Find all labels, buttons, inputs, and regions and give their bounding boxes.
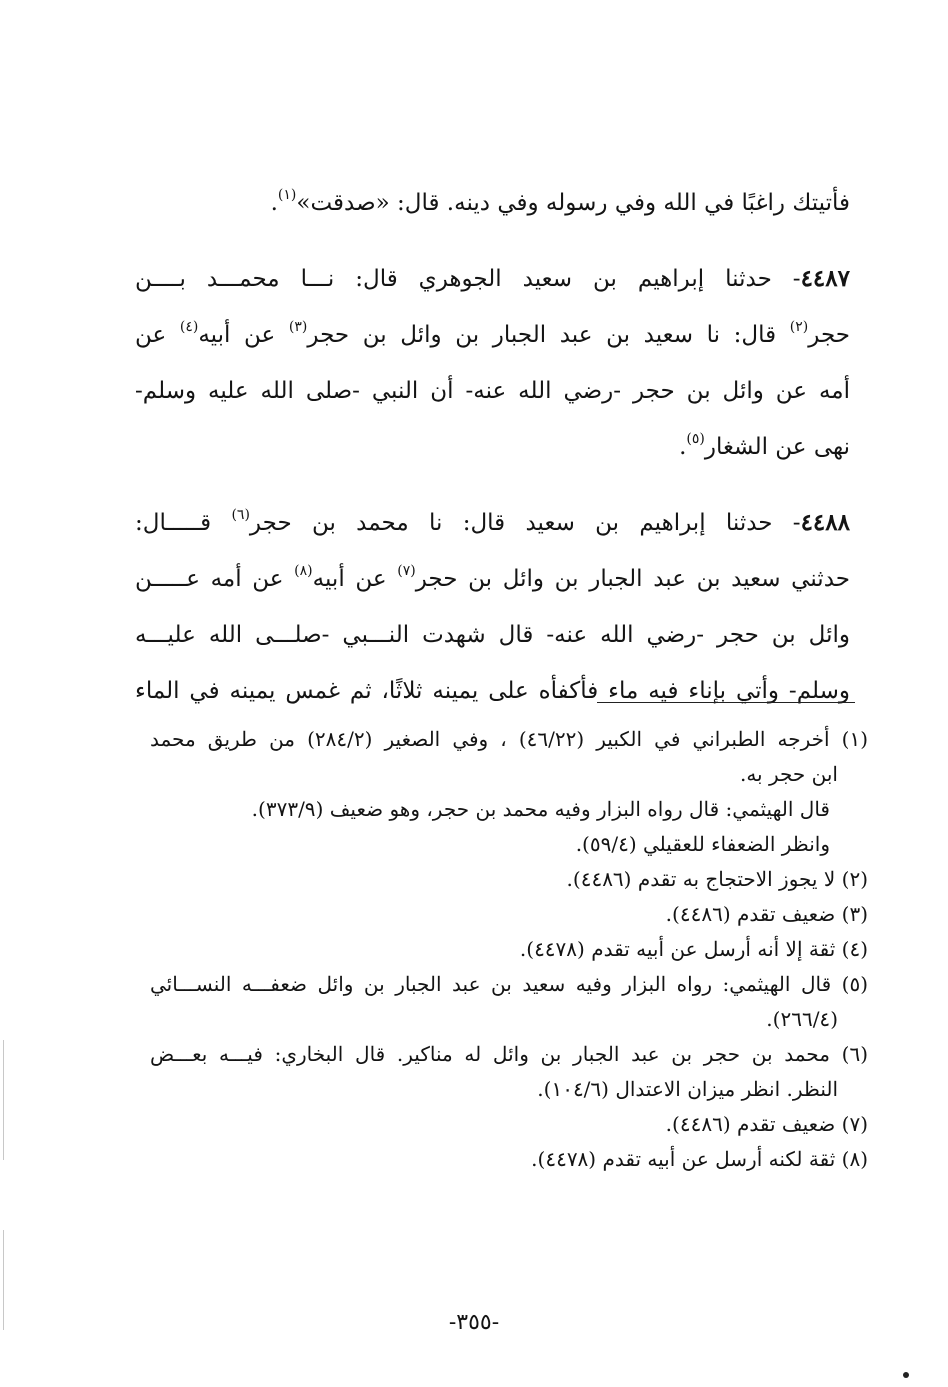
footnote-ref: (٦) [231, 507, 250, 524]
footnote-2: (٢) لا يجوز الاحتجاج به تقدم (٤٤٨٦). [566, 867, 868, 891]
footnote-7: (٧) ضعيف تقدم (٤٤٨٦). [665, 1112, 868, 1136]
paragraph-continuation: فأتيتك راغبًا في الله وفي رسوله وفي دينه. قال: «صدقت»$^{(١)}$. [270, 187, 850, 216]
scan-speck [903, 1372, 909, 1378]
scan-edge-mark [3, 1040, 4, 1160]
footnote-1: (١) أخرجه الطبراني في الكبير (٤٦/٢٢) ، وفي الصغير (٢٨٤/٢) من طريق محمد ابن حجر به. قال الهيثمي: قال رواه البزار وفيه محمد بن حجر، وهو ضعيف (٣٧٣/٩). وانظر الضعفاء للعقيلي (٥٩/٤). [150, 727, 868, 856]
text-line: وائل بن حجر -رضي الله عنه- قال شهدت النـــبي -صلـــى الله عليـــه [135, 622, 850, 648]
footnote-6: (٦) محمد بن حجر بن عبد الجبار بن وائل له مناكير. قال البخاري: فيـــه بعـــض النظر. انظر ميزان الاعتدال (١٠٤/٦). [150, 1042, 868, 1101]
footnote-separator [597, 702, 855, 703]
footnote-ref: (٧) [397, 563, 416, 580]
footnote-ref: (٣) [288, 319, 308, 336]
footnote-5: (٥) قال الهيثمي: رواه البزار وفيه سعيد بن عبد الجبار بن وائل ضعفـــه النســـائي (٢٦٦/٤). [150, 972, 868, 1031]
footnote-8: (٨) ثقة لكنه أرسل عن أبيه تقدم (٤٤٧٨). [531, 1147, 868, 1171]
footnote-ref: (٥) [686, 431, 705, 448]
hadith-4487: ٤٤٨٧- حدثنا إبراهيم بن سعيد الجوهري قال: نـــا محمـــد بــــن حجر$^{(٢)}$ قال: نا سعيد بن عبد الجبار بن وائل بن حجر$^{(٣)}$ عن أبيه$^{(٤)}$ عن أمه عن وائل بن حجر -رضي الله عنه- أن النبي -صلى الله عليه وسلم- نهى عن الشغار$^{(٥)}$. [135, 265, 851, 460]
text-line: وسلم- وأتي بإناء فيه ماء فأكفأه على يمينه ثلاثًا، ثم غمس يمينه في الماء [135, 678, 850, 704]
hadith-number: ٤٤٨٧ [800, 265, 850, 292]
footnote-ref: (٨) [294, 563, 313, 580]
scan-edge-mark [3, 1230, 4, 1330]
footnotes [150, 722, 868, 1177]
footnote-ref: (٤) [179, 319, 199, 336]
hadith-4488: ٤٤٨٨- حدثنا إبراهيم بن سعيد قال: نا محمد بن حجر$^{(٦)}$ قـــــال: حدثني سعيد بن عبد الجبار بن وائل بن حجر$^{(٧)}$ عن أبيه$^{(٨)}$ عن أمه عـــــن وائل بن حجر -رضي الله عنه- قال شهدت النـــبي -صلـــى الله عليـــه وسلم- وأتي بإناء فيه ماء فأكفأه على يمينه ثلاثًا، ثم غمس يمينه في الماء [135, 507, 850, 704]
main-text [135, 175, 850, 719]
footnote-4: (٤) ثقة إلا أنه أرسل عن أبيه تقدم (٤٤٧٨). [519, 937, 868, 961]
text-line: أمه عن وائل بن حجر -رضي الله عنه- أن النبي -صلى الله عليه وسلم- [135, 378, 850, 404]
footnote-ref: (١) [277, 187, 297, 204]
text-line: فأتيتك راغبًا في الله وفي رسوله وفي دينه. قال: «صدقت» [296, 190, 850, 216]
hadith-number: ٤٤٨٨ [800, 509, 850, 536]
text-line: - حدثنا إبراهيم بن سعيد الجوهري قال: نـــا محمـــد بــــن [135, 266, 801, 292]
footnote-3: (٣) ضعيف تقدم (٤٤٨٦). [665, 902, 868, 926]
page-number: -٣٥٥- [448, 1310, 500, 1335]
footnote-ref: (٢) [789, 319, 809, 336]
